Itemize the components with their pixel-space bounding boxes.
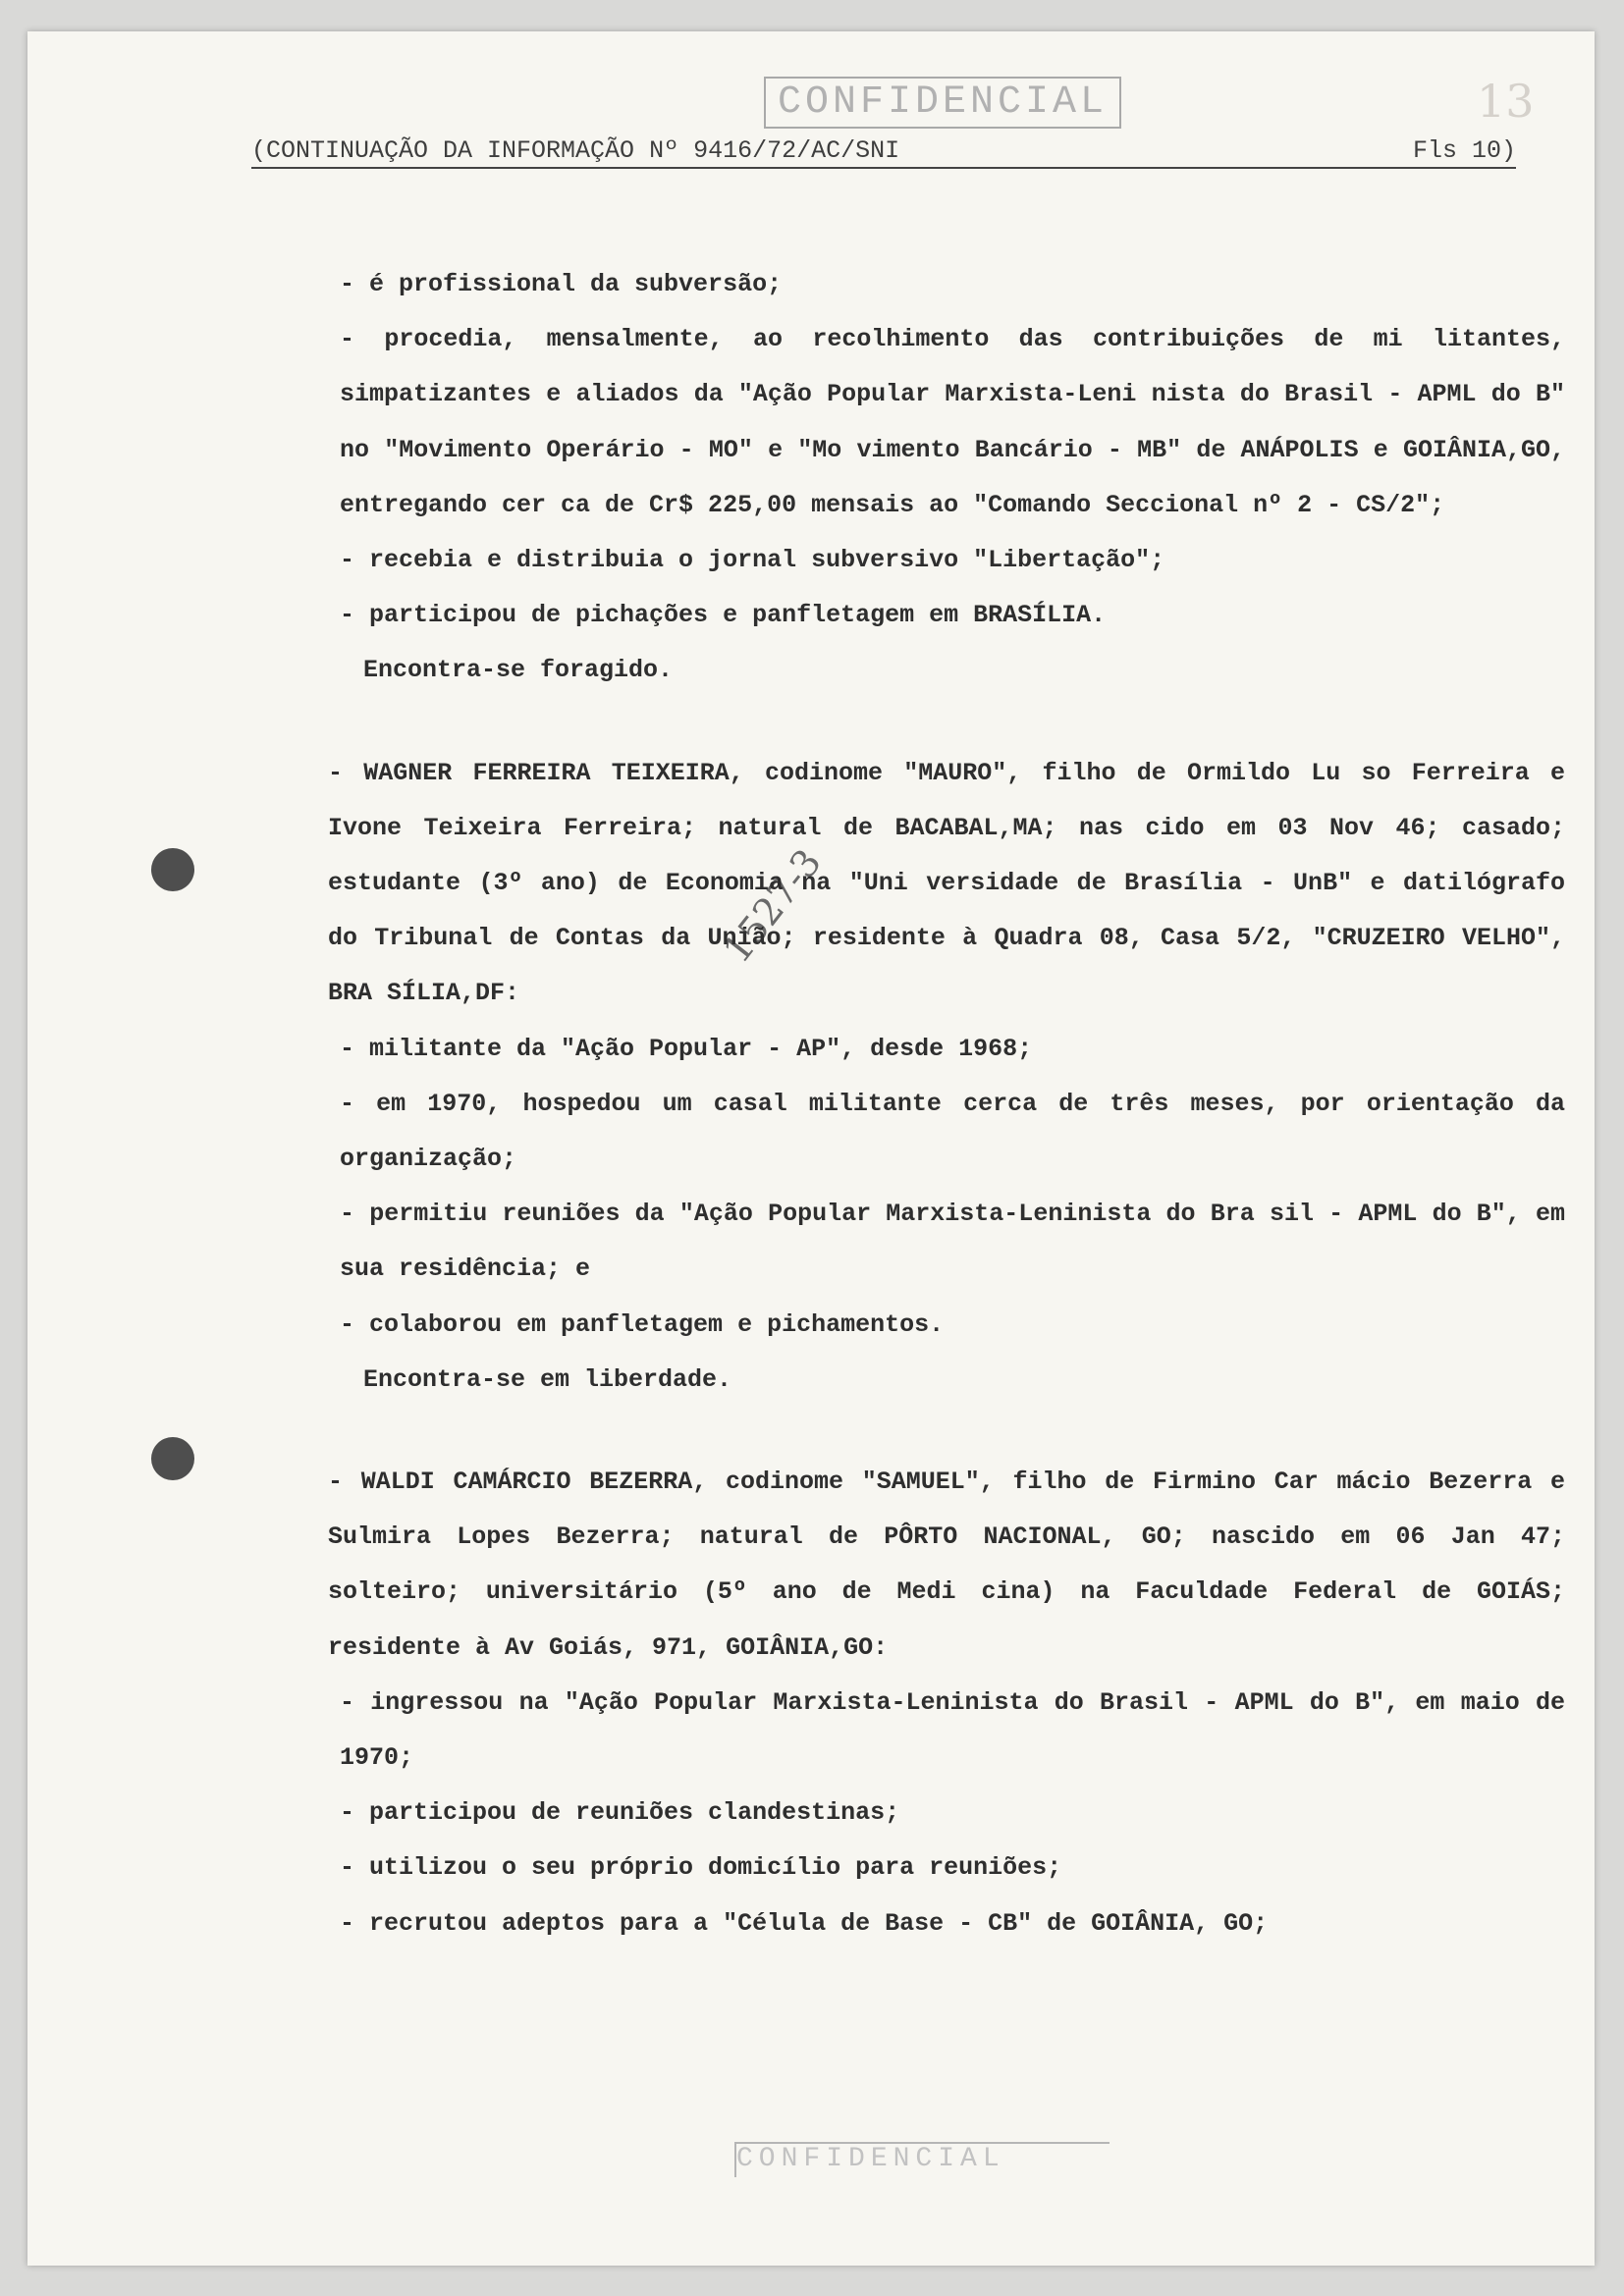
punch-hole (151, 848, 194, 891)
activity-item: - participou de pichações e panfletagem em BRASÍLIA. (340, 601, 1107, 630)
activity-item: - utilizou o seu próprio domicílio para reuniões; (340, 1853, 1062, 1883)
activity-item: - participou de reuniões clandestinas; (340, 1798, 900, 1828)
handwritten-page-number: 13 (1477, 75, 1535, 128)
punch-hole (151, 1437, 194, 1480)
activity-item: - permitiu reuniões da "Ação Popular Marxista-Leninista do Bra sil - APML do B", em sua residência; e (340, 1200, 1565, 1284)
activity-item: - colaborou em panfletagem e pichamentos. (340, 1309, 945, 1339)
confidential-stamp-bottom: CONFIDENCIAL (734, 2142, 1110, 2177)
activity-item: - procedia, mensalmente, ao recolhimento das contribuições de mi litantes, simpatizantes e aliados da "Ação Popular Marxista-Leni nista do Brasil - APML do B" no "Movimento Operário - MO" e "Mo vimento Bancário - MB" de ANÁPOLIS e GOIÂNIA,GO, entregando cer ca de Cr$ 225,00 mensais ao "Comando Seccional nº 2 - CS/2"; (340, 325, 1565, 519)
activity-item: - recebia e distribuia o jornal subversivo "Libertação"; (340, 546, 1165, 575)
handwritten-note: 1527-3 (715, 840, 831, 972)
status-line: Encontra-se foragido. (363, 656, 674, 685)
header-page: Fls 10) (1412, 136, 1516, 165)
document-page (27, 31, 1595, 2266)
header-title: (CONTINUAÇÃO DA INFORMAÇÃO Nº 9416/72/AC/SNI (251, 136, 900, 165)
person-entry: - WAGNER FERREIRA TEIXEIRA, codinome "MAURO", filho de Ormildo Lu so Ferreira e Ivone Teixeira Ferreira; natural de BACABAL,MA; nas cido em 03 Nov 46; casado; estudante (3º ano) de Economia na "Uni versidade de Brasília - UnB" e datilógrafo do Tribunal de Contas da União; residente à Quadra 08, Casa 5/2, "CRUZEIRO VELHO", BRA SÍLIA,DF: (328, 758, 1565, 1008)
section-spacer (328, 699, 1565, 746)
confidential-stamp: CONFIDENCIAL (764, 77, 1121, 129)
section-spacer (328, 1408, 1565, 1455)
activity-item: - ingressou na "Ação Popular Marxista-Leninista do Brasil - APML do B", em maio de 1970; (340, 1687, 1565, 1773)
document-body (328, 257, 1565, 1951)
activity-item: - é profissional da subversão; (340, 270, 783, 298)
activity-item: - em 1970, hospedou um casal militante cerca de três meses, por orientação da organização; (340, 1089, 1565, 1174)
status-line: Encontra-se em liberdade. (363, 1364, 732, 1394)
document-header (251, 136, 1516, 169)
activity-item: - militante da "Ação Popular - AP", desde 1968; (340, 1034, 1033, 1063)
activity-item: - recrutou adeptos para a "Célula de Base - CB" de GOIÂNIA, GO; (340, 1908, 1269, 1938)
person-entry: - WALDI CAMÁRCIO BEZERRA, codinome "SAMUEL", filho de Firmino Car mácio Bezerra e Sulmira Lopes Bezerra; natural de PÔRTO NACIONAL, GO; nascido em 06 Jan 47; solteiro; universitário (5º ano de Medi cina) na Faculdade Federal de GOIÁS; residente à Av Goiás, 971, GOIÂNIA,GO: (328, 1468, 1565, 1662)
